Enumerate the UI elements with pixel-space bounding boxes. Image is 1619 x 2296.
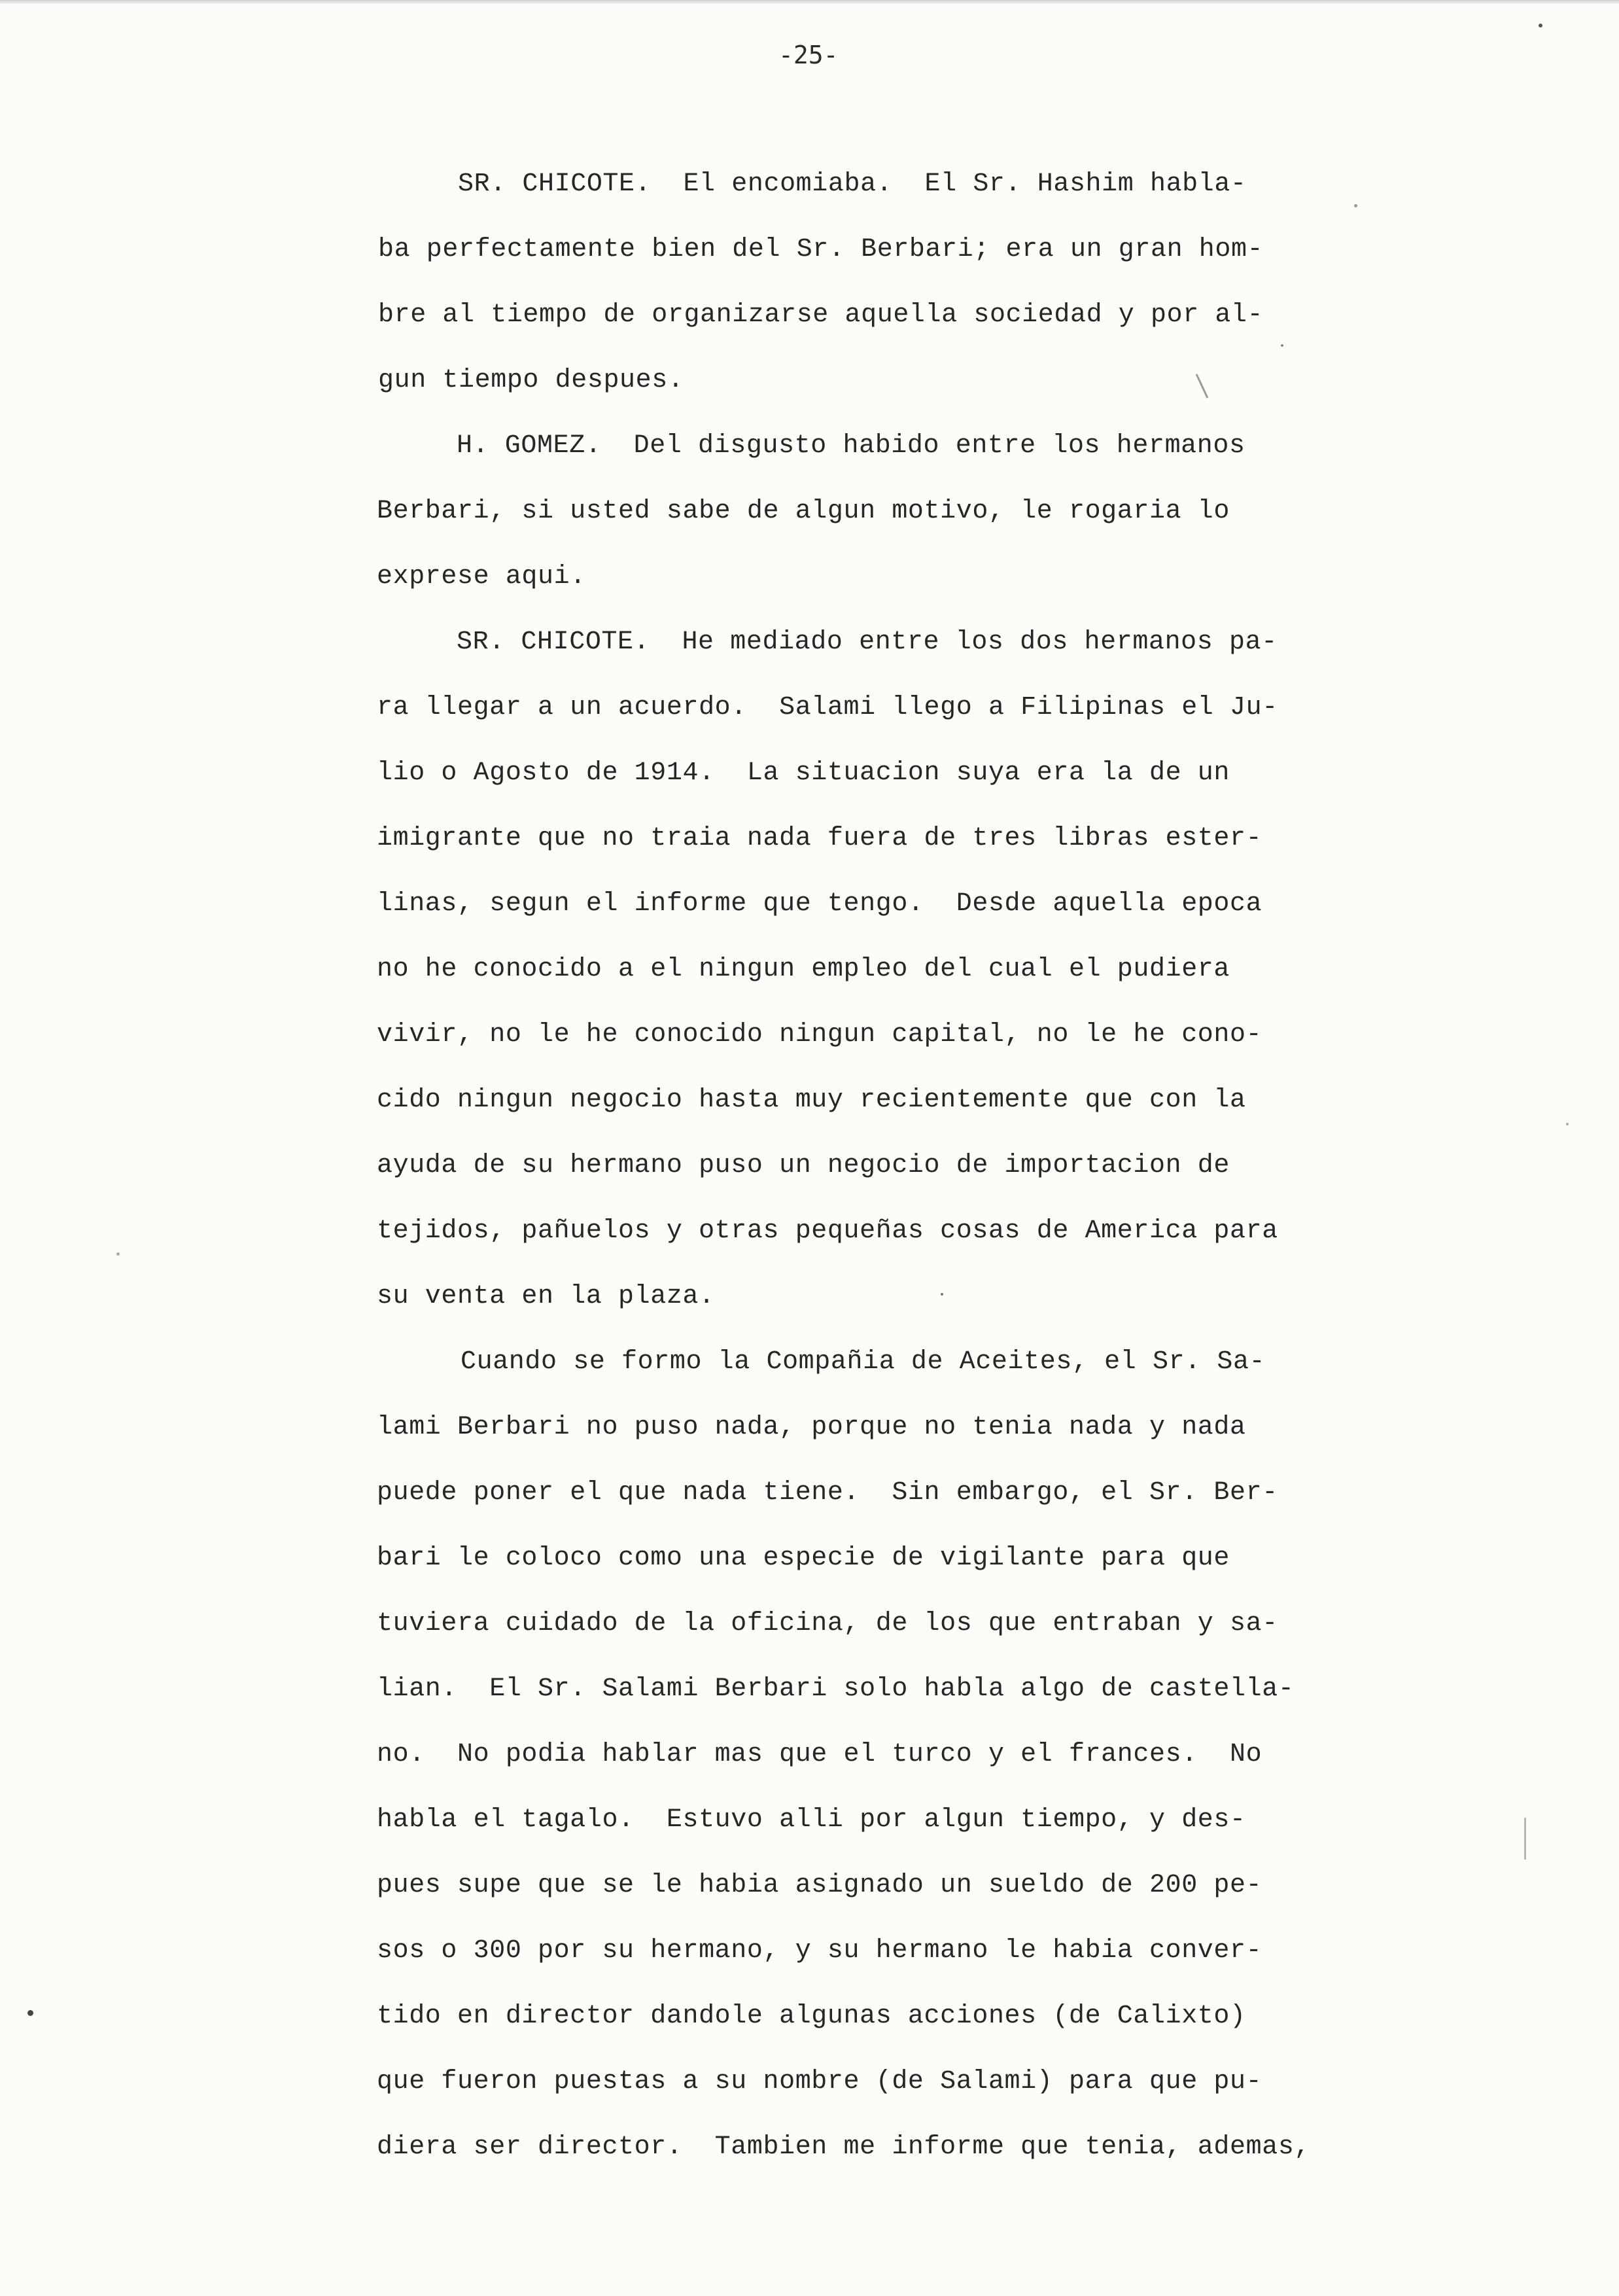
- text-line: tido en director dandole algunas acciones (de Calixto): [377, 2002, 1246, 2031]
- page-top-edge: [0, 0, 1619, 4]
- text-line: pues supe que se le habia asignado un sueldo de 200 pe-: [377, 1871, 1262, 1900]
- text-line: su venta en la plaza.: [377, 1282, 715, 1311]
- paper-mark: [1524, 1818, 1526, 1860]
- text-line: ba perfectamente bien del Sr. Berbari; era un gran hom-: [378, 235, 1264, 264]
- text-line: cido ningun negocio hasta muy recientemente que con la: [377, 1086, 1246, 1115]
- paper-speck: [1539, 24, 1542, 27]
- text-line: bari le coloco como una especie de vigilante para que: [377, 1544, 1230, 1573]
- text-line: ra llegar a un acuerdo. Salami llego a Filipinas el Ju-: [377, 693, 1278, 722]
- text-line: tuviera cuidado de la oficina, de los que entraban y sa-: [377, 1609, 1278, 1638]
- text-line: diera ser director. Tambien me informe que tenia, ademas,: [377, 2132, 1311, 2162]
- text-line: SR. CHICOTE. El encomiaba. El Sr. Hashim habla-: [458, 169, 1247, 199]
- paper-mark: [1196, 374, 1209, 398]
- text-line: Berbari, si usted sabe de algun motivo, le rogaria lo: [377, 497, 1230, 526]
- text-line: H. GOMEZ. Del disgusto habido entre los hermanos: [457, 431, 1245, 461]
- text-line: SR. CHICOTE. He mediado entre los dos hermanos pa-: [457, 627, 1278, 657]
- text-line: puede poner el que nada tiene. Sin embargo, el Sr. Ber-: [377, 1478, 1278, 1508]
- text-line: lio o Agosto de 1914. La situacion suya era la de un: [377, 758, 1230, 788]
- text-line: no. No podia hablar mas que el turco y el frances. No: [377, 1740, 1262, 1769]
- text-line: sos o 300 por su hermano, y su hermano le habia conver-: [377, 1936, 1262, 1966]
- text-line: imigrante que no traia nada fuera de tres libras ester-: [377, 824, 1262, 853]
- paper-speck: [1566, 1123, 1569, 1125]
- text-line: bre al tiempo de organizarse aquella sociedad y por al-: [378, 300, 1264, 330]
- paper-speck: [116, 1252, 120, 1256]
- text-line: lian. El Sr. Salami Berbari solo habla algo de castella-: [377, 1674, 1295, 1704]
- paper-speck: [1354, 204, 1357, 207]
- paper-speck: [941, 1293, 943, 1296]
- text-line: linas, segun el informe que tengo. Desde aquella epoca: [377, 889, 1262, 919]
- text-line: que fueron puestas a su nombre (de Salami) para que pu-: [377, 2067, 1262, 2096]
- text-line: tejidos, pañuelos y otras pequeñas cosas de America para: [377, 1216, 1278, 1246]
- paper-speck: [27, 2010, 33, 2016]
- text-line: lami Berbari no puso nada, porque no tenia nada y nada: [377, 1413, 1246, 1442]
- page-number: -25-: [778, 41, 839, 69]
- text-line: exprese aqui.: [377, 562, 586, 592]
- text-line: gun tiempo despues.: [378, 366, 684, 395]
- text-line: vivir, no le he conocido ningun capital, no le he cono-: [377, 1020, 1262, 1050]
- text-line: no he conocido a el ningun empleo del cual el pudiera: [377, 955, 1230, 984]
- text-line: ayuda de su hermano puso un negocio de importacion de: [377, 1151, 1230, 1180]
- text-line: Cuando se formo la Compañia de Aceites, el Sr. Sa-: [461, 1347, 1266, 1377]
- text-line: habla el tagalo. Estuvo alli por algun tiempo, y des-: [377, 1805, 1246, 1835]
- paper-speck: [1281, 344, 1283, 347]
